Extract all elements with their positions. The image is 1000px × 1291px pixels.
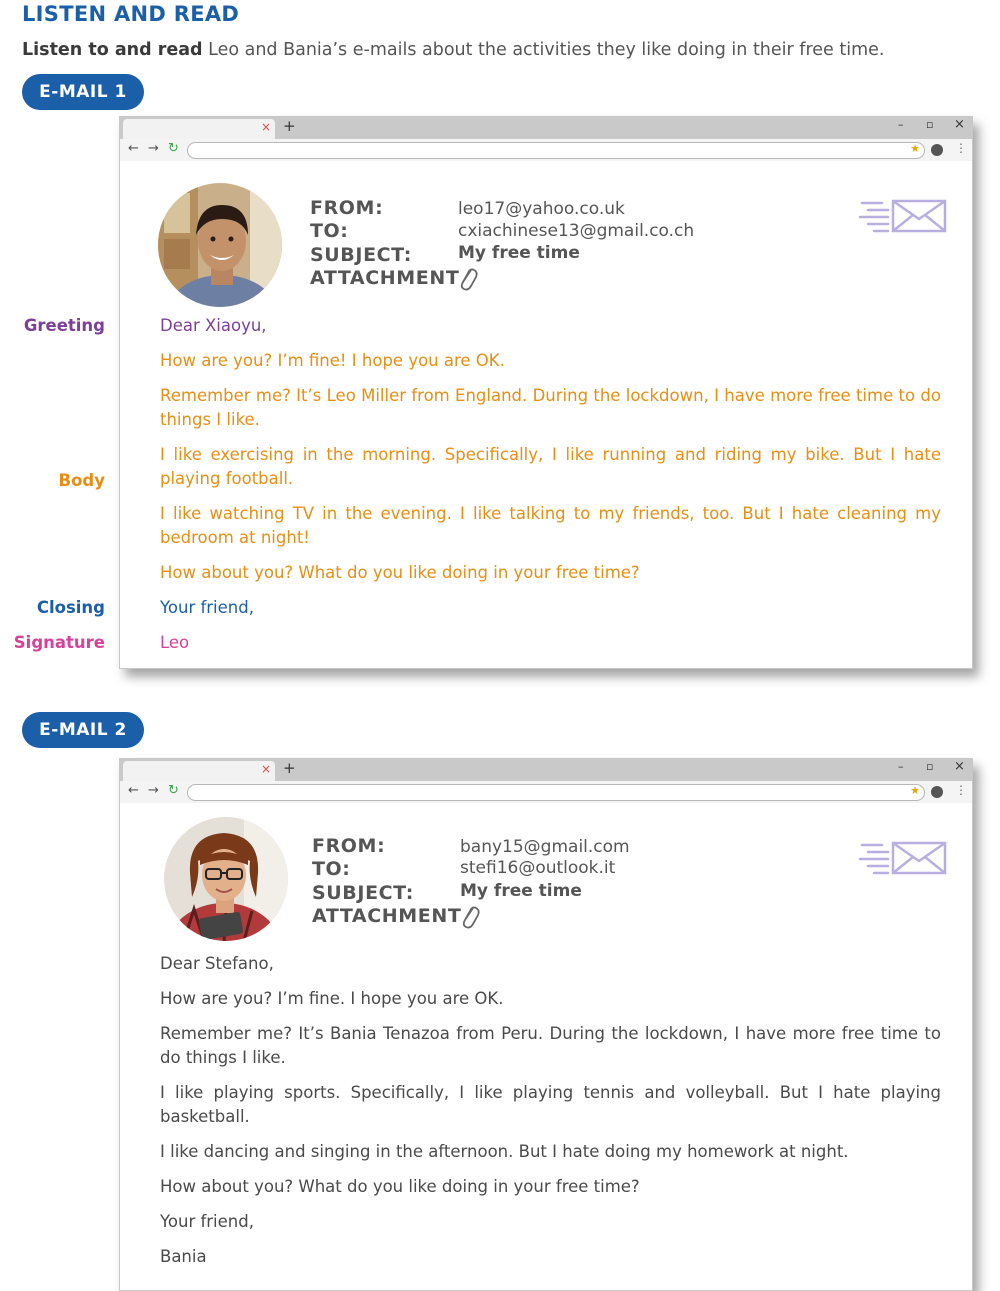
new-tab-icon[interactable]: + <box>283 117 296 135</box>
envelope-icon <box>858 839 950 877</box>
instruction-rest: Leo and Bania’s e-mails about the activities they like doing in their free time. <box>202 40 885 60</box>
tab-close-icon[interactable]: × <box>260 762 271 776</box>
email2-body-1: How are you? I’m fine. I hope you are OK. <box>160 989 504 1008</box>
label-closing: Closing <box>36 598 105 617</box>
forward-icon[interactable]: → <box>148 783 159 798</box>
from-value: bany15@gmail.com <box>460 837 630 857</box>
restore-icon[interactable]: ▫ <box>926 760 934 773</box>
reload-icon[interactable]: ↻ <box>168 783 179 798</box>
instruction-bold: Listen to and read <box>22 40 203 60</box>
tab-bar <box>120 117 972 139</box>
bania-avatar <box>164 817 288 941</box>
email1-window <box>119 116 973 669</box>
subject-label: SUBJECT: <box>312 882 414 904</box>
profile-icon[interactable] <box>931 144 943 156</box>
menu-icon[interactable]: ⋮ <box>955 783 967 797</box>
star-icon[interactable]: ★ <box>910 784 920 797</box>
email2-body-3: I like playing sports. Specifically, I like playing tennis and volleyball. But I hate playing basketball. <box>160 1083 941 1126</box>
envelope-icon <box>858 197 950 235</box>
back-icon[interactable]: ← <box>128 141 139 156</box>
email1-tag: E-MAIL 1 <box>22 74 144 110</box>
browser-tab[interactable] <box>123 119 275 139</box>
reload-icon[interactable]: ↻ <box>168 141 179 156</box>
browser-tab[interactable] <box>123 761 275 781</box>
from-label: FROM: <box>310 197 384 219</box>
attachment-label: ATTACHMENT <box>310 267 460 289</box>
email1-body-4: I like watching TV in the evening. I like talking to my friends, too. But I hate cleaning my bedroom at night! <box>160 504 941 547</box>
to-label: TO: <box>312 858 351 880</box>
subject-value: My free time <box>458 243 580 263</box>
email1-body-3: I like exercising in the morning. Specifically, I like running and riding my bike. But I hate playing football. <box>160 445 941 488</box>
new-tab-icon[interactable]: + <box>283 759 296 777</box>
to-label: TO: <box>310 220 349 242</box>
window-close-icon[interactable]: × <box>954 759 965 774</box>
email1-body-1: How are you? I’m fine! I hope you are OK. <box>160 351 505 370</box>
menu-icon[interactable]: ⋮ <box>955 141 967 155</box>
instruction-text <box>22 40 884 60</box>
from-label: FROM: <box>312 835 386 857</box>
back-icon[interactable]: ← <box>128 783 139 798</box>
address-bar <box>120 781 972 803</box>
attachment-label: ATTACHMENT <box>312 905 462 927</box>
paperclip-icon[interactable] <box>458 265 478 291</box>
email2-greeting: Dear Stefano, <box>160 954 274 973</box>
email1-greeting: Dear Xiaoyu, <box>160 316 267 335</box>
restore-icon[interactable]: ▫ <box>926 118 934 131</box>
leo-avatar <box>158 183 282 307</box>
label-signature: Signature <box>13 633 105 652</box>
email1-body-2: Remember me? It’s Leo Miller from England. During the lockdown, I have more free time to do things I like. <box>160 386 941 429</box>
tab-bar <box>120 759 972 781</box>
email1-signature: Leo <box>160 633 190 652</box>
tab-close-icon[interactable]: × <box>260 120 271 134</box>
subject-label: SUBJECT: <box>310 244 412 266</box>
email2-body-5: How about you? What do you like doing in your free time? <box>160 1177 640 1196</box>
address-bar <box>120 139 972 161</box>
subject-value: My free time <box>460 881 582 901</box>
to-value: stefi16@outlook.it <box>460 858 616 878</box>
email2-signature: Bania <box>160 1247 207 1266</box>
url-input[interactable] <box>187 142 925 159</box>
label-greeting: Greeting <box>23 316 105 335</box>
email2-window <box>119 758 973 1291</box>
forward-icon[interactable]: → <box>148 141 159 156</box>
email1-closing: Your friend, <box>160 598 254 617</box>
profile-icon[interactable] <box>931 786 943 798</box>
from-value: leo17@yahoo.co.uk <box>458 199 625 219</box>
minimize-icon[interactable]: – <box>898 760 904 773</box>
label-body: Body <box>58 471 105 490</box>
email2-body-4: I like dancing and singing in the afternoon. But I hate doing my homework at night. <box>160 1142 849 1161</box>
to-value: cxiachinese13@gmail.co.ch <box>458 221 695 241</box>
url-input[interactable] <box>187 784 925 801</box>
email2-body-2: Remember me? It’s Bania Tenazoa from Peru. During the lockdown, I have more free time to do things I like. <box>160 1024 941 1067</box>
section-heading: LISTEN AND READ <box>22 2 240 26</box>
email2-closing: Your friend, <box>160 1212 254 1231</box>
minimize-icon[interactable]: – <box>898 118 904 131</box>
star-icon[interactable]: ★ <box>910 142 920 155</box>
email2-tag: E-MAIL 2 <box>22 712 144 748</box>
paperclip-icon[interactable] <box>460 903 480 929</box>
email1-body-5: How about you? What do you like doing in your free time? <box>160 563 640 582</box>
window-close-icon[interactable]: × <box>954 117 965 132</box>
